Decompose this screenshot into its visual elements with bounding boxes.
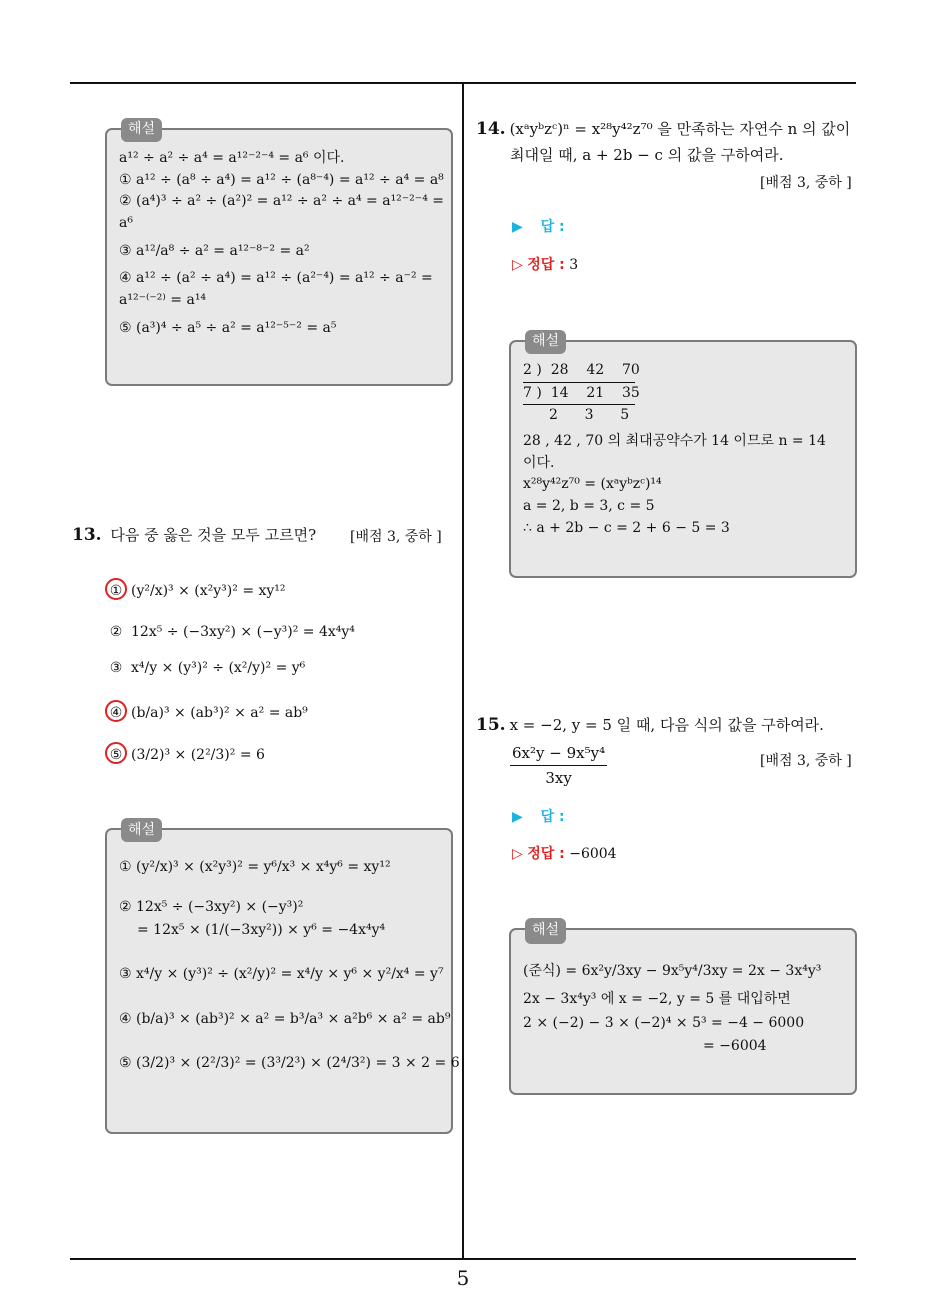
question-points: [배점 3, 중하 ]	[760, 753, 852, 769]
play-icon: ▶	[512, 809, 523, 825]
division-row: 2 ) 28 42 70	[523, 360, 635, 383]
solution-line: ④ (b/a)³ × (ab³)² × a² = b³/a³ × a²b⁶ × a² = ab⁹	[119, 1010, 451, 1027]
solution-line: ② 12x⁵ ÷ (−3xy²) × (−y³)²	[119, 899, 304, 916]
expression-numerator: 6x²y − 9x⁵y⁴	[510, 741, 607, 766]
division-row: 7 ) 14 21 35	[523, 383, 635, 406]
question-text: x = −2, y = 5 일 때, 다음 식의 값을 구하여라.	[509, 716, 824, 734]
correct-value: −6004	[569, 846, 617, 862]
option-text: x⁴/y × (y³)² ÷ (x²/y)² = y⁶	[131, 660, 306, 676]
solution-line: ② (a⁴)³ ÷ a² ÷ (a²)² = a¹² ÷ a² ÷ a⁴ = a¹²⁻²⁻⁴ =	[119, 193, 444, 210]
solution-line: ③ x⁴/y × (y³)² ÷ (x²/y)² = x⁴/y × y⁶ × y²/x⁴ = y⁷	[119, 966, 444, 983]
solution-line: a¹² ÷ a² ÷ a⁴ = a¹²⁻²⁻⁴ = a⁶ 이다.	[119, 150, 345, 166]
solution-tag: 해설	[121, 818, 162, 842]
option-text: (3/2)³ × (2²/3)² = 6	[131, 747, 265, 763]
expression-fraction	[510, 741, 607, 790]
solution-line: x²⁸y⁴²z⁷⁰ = (xᵃyᵇzᶜ)¹⁴	[523, 476, 662, 493]
solution-line: ① a¹² ÷ (a⁸ ÷ a⁴) = a¹² ÷ (a⁸⁻⁴) = a¹² ÷ a⁴ = a⁸	[119, 171, 444, 188]
option-1[interactable]	[105, 578, 286, 600]
correct-answer-15	[512, 843, 617, 863]
column-divider	[462, 82, 464, 1258]
correct-label: 정답 :	[527, 846, 565, 862]
selected-mark: ④	[105, 700, 127, 722]
solution-line: 28 , 42 , 70 의 최대공약수가 14 이므로 n = 14	[523, 433, 826, 450]
expression-denominator: 3xy	[545, 769, 572, 788]
solution-line: ∴ a + 2b − c = 2 + 6 − 5 = 3	[523, 519, 730, 536]
solution-line: ④ a¹² ÷ (a² ÷ a⁴) = a¹² ÷ (a²⁻⁴) = a¹² ÷ a⁻² =	[119, 270, 433, 287]
bottom-rule	[70, 1258, 856, 1260]
solution-line: a = 2, b = 3, c = 5	[523, 498, 655, 515]
option-5[interactable]	[105, 742, 265, 764]
triangle-icon: ▷	[512, 257, 523, 273]
solution-line: = 12x⁵ × (1/(−3xy²)) × y⁶ = −4x⁴y⁴	[137, 921, 386, 938]
solution-line: (준식) = 6x²y/3xy − 9x⁵y⁴/3xy = 2x − 3x⁴y³	[523, 963, 822, 979]
question-text-2: 최대일 때, a + 2b − c 의 값을 구하여라.	[510, 146, 784, 165]
correct-label: 정답 :	[527, 257, 565, 273]
question-text: (xᵃyᵇzᶜ)ⁿ = x²⁸y⁴²z⁷⁰ 을 만족하는 자연수 n 의 값이	[509, 120, 851, 138]
answer-label: 답 :	[540, 219, 565, 235]
option-mark: ②	[109, 624, 123, 640]
page-number: 5	[456, 1266, 470, 1290]
solution-box-13	[105, 822, 460, 1134]
solution-line: ① (y²/x)³ × (x²y³)² = y⁶/x³ × x⁴y⁶ = xy¹²	[119, 859, 391, 875]
solution-tag: 해설	[525, 918, 566, 944]
option-mark: ③	[109, 660, 123, 676]
solution-line: ⑤ (a³)⁴ ÷ a⁵ ÷ a² = a¹²⁻⁵⁻² = a⁵	[119, 319, 337, 336]
option-text: (y²/x)³ × (x²y³)² = xy¹²	[131, 583, 286, 599]
correct-answer-14	[512, 254, 578, 274]
question-number: 14.	[476, 119, 506, 139]
selected-mark: ①	[105, 578, 127, 600]
answer-row-14[interactable]	[512, 216, 565, 236]
solution-line: = −6004	[703, 1038, 767, 1055]
option-3[interactable]	[105, 660, 305, 676]
question-14	[476, 116, 866, 167]
answer-row-15[interactable]	[512, 806, 565, 826]
question-13	[72, 522, 316, 549]
option-4[interactable]	[105, 700, 308, 722]
solution-box-14	[509, 333, 857, 578]
question-number: 15.	[476, 715, 506, 735]
solution-tag: 해설	[121, 118, 162, 142]
option-2[interactable]	[105, 624, 355, 640]
question-points: [배점 3, 중하 ]	[760, 175, 852, 191]
division-row: 2 3 5	[549, 407, 630, 424]
solution-line: ⑤ (3/2)³ × (2²/3)² = (3³/2³) × (2⁴/3²) = 3 × 2 = 6	[119, 1054, 460, 1071]
triangle-icon: ▷	[512, 846, 523, 862]
solution-line: 이다.	[523, 454, 555, 471]
answer-label: 답 :	[540, 809, 565, 825]
option-text: 12x⁵ ÷ (−3xy²) × (−y³)² = 4x⁴y⁴	[131, 624, 355, 640]
solution-line: 2 × (−2) − 3 × (−2)⁴ × 5³ = −4 − 6000	[523, 1014, 805, 1031]
solution-box-15	[509, 922, 857, 1095]
solution-tag: 해설	[525, 330, 566, 354]
question-text: 다음 중 옳은 것을 모두 고르면?	[110, 526, 317, 544]
solution-line: ③ a¹²/a⁸ ÷ a² = a¹²⁻⁸⁻² = a²	[119, 242, 310, 259]
play-icon: ▶	[512, 219, 523, 235]
option-text: (b/a)³ × (ab³)² × a² = ab⁹	[131, 705, 308, 721]
solution-line: 2x − 3x⁴y³ 에 x = −2, y = 5 를 대입하면	[523, 990, 791, 1007]
solution-box-12	[105, 121, 453, 386]
solution-line: a¹²⁻⁽⁻²⁾ = a¹⁴	[119, 292, 207, 309]
solution-line: a⁶	[119, 215, 133, 232]
correct-value: 3	[569, 257, 579, 273]
selected-mark: ⑤	[105, 742, 127, 764]
question-points: [배점 3, 중하 ]	[350, 529, 442, 545]
question-number: 13.	[72, 525, 102, 545]
